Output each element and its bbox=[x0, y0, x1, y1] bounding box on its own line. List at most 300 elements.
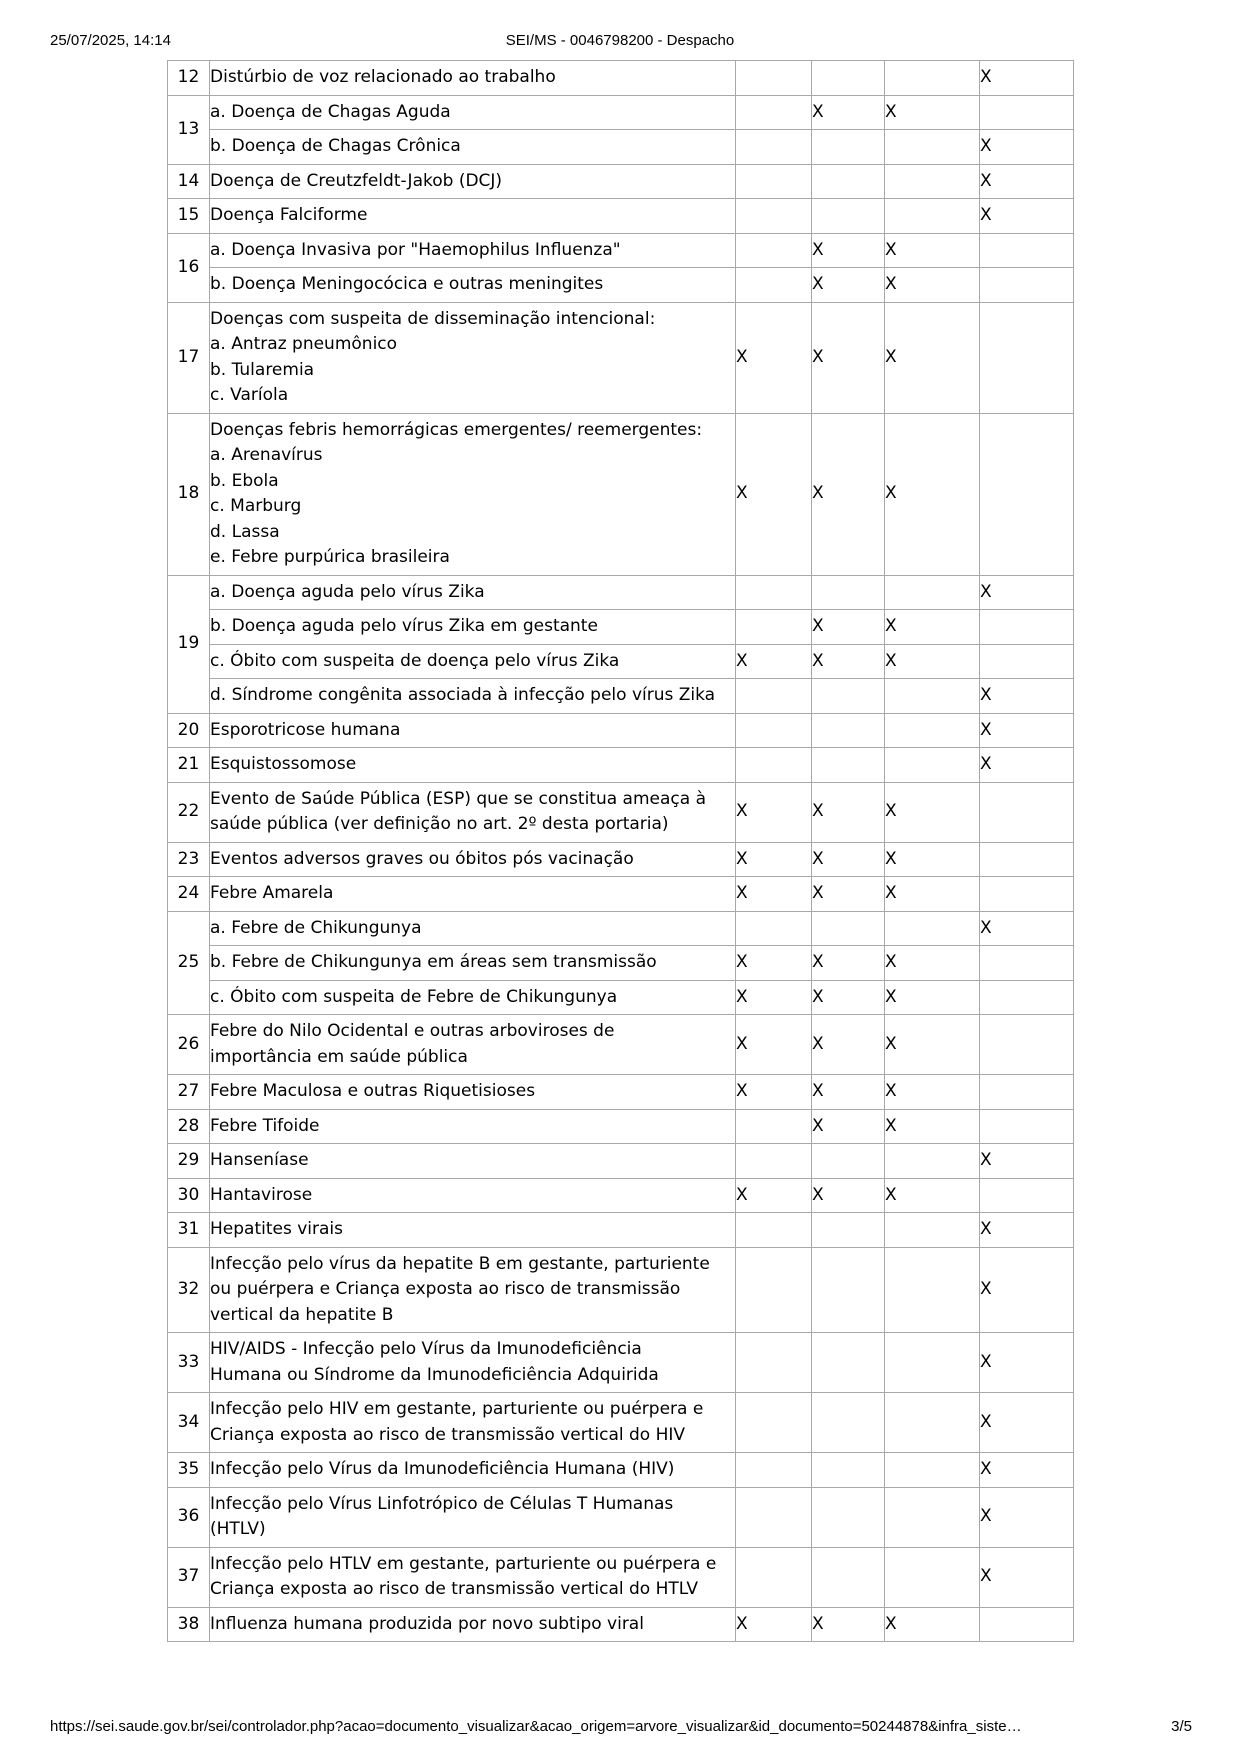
mark-cell bbox=[980, 268, 1074, 303]
condition-text: a. Antraz pneumônico bbox=[210, 334, 398, 354]
row-number: 36 bbox=[168, 1487, 210, 1547]
mark-cell bbox=[885, 610, 980, 645]
mark-cell bbox=[885, 1393, 980, 1453]
table-row bbox=[168, 1487, 1074, 1547]
condition-text: HIV/AIDS - Infecção pelo Vírus da Imunodeficiência bbox=[210, 1339, 642, 1359]
mark-cell bbox=[980, 946, 1074, 981]
mark-cell bbox=[885, 164, 980, 199]
mark-x: X bbox=[885, 801, 897, 822]
condition-text: Infecção pelo Vírus da Imunodeficiência Humana (HIV) bbox=[210, 1459, 675, 1479]
mark-x: X bbox=[980, 1506, 992, 1527]
mark-cell bbox=[812, 911, 885, 946]
mark-cell bbox=[736, 1247, 812, 1333]
mark-cell bbox=[736, 748, 812, 783]
table-row bbox=[168, 713, 1074, 748]
table-row bbox=[168, 946, 1074, 981]
mark-cell bbox=[736, 713, 812, 748]
mark-x: X bbox=[812, 1033, 824, 1054]
mark-x: X bbox=[980, 1411, 992, 1432]
condition-cell bbox=[210, 1015, 736, 1075]
mark-x: X bbox=[980, 1150, 992, 1170]
mark-x: X bbox=[812, 650, 824, 671]
mark-x: X bbox=[736, 650, 748, 671]
condition-cell bbox=[210, 1607, 736, 1642]
row-number: 26 bbox=[168, 1015, 210, 1075]
mark-cell bbox=[980, 610, 1074, 645]
mark-x: X bbox=[885, 883, 897, 903]
row-number: 13 bbox=[168, 95, 210, 164]
mark-cell bbox=[980, 877, 1074, 912]
mark-cell bbox=[736, 1547, 812, 1607]
condition-text: Infecção pelo Vírus Linfotrópico de Células T Humanas bbox=[210, 1493, 674, 1514]
mark-cell bbox=[980, 1015, 1074, 1075]
row-number: 31 bbox=[168, 1213, 210, 1248]
mark-x: X bbox=[885, 346, 897, 367]
table-row bbox=[168, 748, 1074, 783]
mark-cell bbox=[885, 1144, 980, 1179]
row-number: 23 bbox=[168, 842, 210, 877]
mark-cell bbox=[885, 233, 980, 268]
mark-cell bbox=[812, 1213, 885, 1248]
mark-cell bbox=[980, 1453, 1074, 1488]
mark-cell bbox=[812, 980, 885, 1015]
mark-cell bbox=[736, 413, 812, 575]
mark-cell bbox=[736, 1178, 812, 1213]
table-row bbox=[168, 575, 1074, 610]
row-number: 27 bbox=[168, 1075, 210, 1110]
mark-x: X bbox=[812, 883, 824, 903]
row-number: 33 bbox=[168, 1333, 210, 1393]
mark-cell bbox=[980, 842, 1074, 877]
mark-cell bbox=[812, 130, 885, 165]
mark-x: X bbox=[812, 616, 824, 636]
condition-text: Infecção pelo vírus da hepatite B em gestante, parturiente bbox=[210, 1253, 710, 1274]
mark-cell bbox=[980, 302, 1074, 413]
mark-cell bbox=[736, 233, 812, 268]
mark-cell bbox=[980, 130, 1074, 165]
mark-cell bbox=[885, 1607, 980, 1642]
mark-cell bbox=[885, 679, 980, 714]
table-row bbox=[168, 1178, 1074, 1213]
condition-cell bbox=[210, 302, 736, 413]
mark-x: X bbox=[885, 101, 897, 122]
mark-x: X bbox=[980, 1459, 992, 1479]
mark-x: X bbox=[885, 1115, 897, 1136]
mark-x: X bbox=[980, 170, 992, 191]
row-number: 18 bbox=[168, 413, 210, 575]
table-row bbox=[168, 1015, 1074, 1075]
mark-cell bbox=[980, 748, 1074, 783]
condition-text: Hanseníase bbox=[210, 1150, 309, 1170]
mark-cell bbox=[885, 575, 980, 610]
condition-cell bbox=[210, 1109, 736, 1144]
mark-cell bbox=[736, 61, 812, 96]
condition-cell bbox=[210, 61, 736, 96]
mark-x: X bbox=[812, 346, 824, 367]
condition-text: Esquistossomose bbox=[210, 754, 357, 774]
condition-cell bbox=[210, 268, 736, 303]
mark-cell bbox=[812, 1178, 885, 1213]
mark-x: X bbox=[812, 274, 824, 294]
mark-x: X bbox=[980, 685, 992, 705]
condition-cell bbox=[210, 842, 736, 877]
table-row bbox=[168, 1607, 1074, 1642]
condition-cell bbox=[210, 782, 736, 842]
mark-x: X bbox=[980, 1279, 992, 1299]
condition-cell bbox=[210, 130, 736, 165]
mark-cell bbox=[885, 1109, 980, 1144]
condition-cell bbox=[210, 748, 736, 783]
condition-text: Hantavirose bbox=[210, 1184, 313, 1205]
condition-cell bbox=[210, 644, 736, 679]
condition-text: c. Óbito com suspeita de doença pelo vírus Zika bbox=[210, 650, 620, 671]
mark-cell bbox=[812, 877, 885, 912]
mark-cell bbox=[980, 1213, 1074, 1248]
condition-text: Criança exposta ao risco de transmissão vertical do HIV bbox=[210, 1424, 686, 1445]
mark-cell bbox=[885, 61, 980, 96]
mark-cell bbox=[736, 199, 812, 234]
condition-text: Doença Falciforme bbox=[210, 205, 368, 225]
mark-cell bbox=[812, 842, 885, 877]
mark-x: X bbox=[885, 952, 897, 972]
mark-cell bbox=[736, 1015, 812, 1075]
row-number: 19 bbox=[168, 575, 210, 713]
condition-cell bbox=[210, 233, 736, 268]
table-row bbox=[168, 610, 1074, 645]
mark-cell bbox=[980, 1547, 1074, 1607]
mark-x: X bbox=[812, 1081, 824, 1101]
row-number: 28 bbox=[168, 1109, 210, 1144]
mark-x: X bbox=[885, 1033, 897, 1054]
mark-cell bbox=[812, 1333, 885, 1393]
mark-x: X bbox=[736, 483, 748, 504]
mark-cell bbox=[736, 877, 812, 912]
mark-cell bbox=[812, 713, 885, 748]
condition-text: b. Ebola bbox=[210, 470, 279, 491]
condition-cell bbox=[210, 1453, 736, 1488]
condition-cell bbox=[210, 1144, 736, 1179]
condition-text: a. Febre de Chikungunya bbox=[210, 917, 422, 938]
condition-text: Febre do Nilo Ocidental e outras arboviroses de bbox=[210, 1021, 615, 1041]
condition-cell bbox=[210, 1547, 736, 1607]
mark-cell bbox=[736, 1607, 812, 1642]
page-url: https://sei.saude.gov.br/sei/controlador.php?acao=documento_visualizar&acao_origem=arvore_visualizar&id_documento=50244878&infra_siste… bbox=[50, 1718, 1022, 1735]
mark-cell bbox=[736, 980, 812, 1015]
mark-cell bbox=[885, 1547, 980, 1607]
mark-cell bbox=[885, 95, 980, 130]
mark-cell bbox=[980, 980, 1074, 1015]
mark-x: X bbox=[812, 1115, 824, 1136]
mark-cell bbox=[885, 1453, 980, 1488]
mark-x: X bbox=[980, 1351, 992, 1372]
row-number: 32 bbox=[168, 1247, 210, 1333]
condition-text: b. Doença aguda pelo vírus Zika em gestante bbox=[210, 616, 598, 636]
condition-cell bbox=[210, 1178, 736, 1213]
mark-x: X bbox=[885, 274, 897, 294]
condition-text: a. Doença de Chagas Aguda bbox=[210, 101, 451, 122]
row-number: 35 bbox=[168, 1453, 210, 1488]
mark-x: X bbox=[980, 67, 992, 87]
condition-text: Esporotricose humana bbox=[210, 719, 401, 740]
mark-cell bbox=[812, 1607, 885, 1642]
mark-cell bbox=[812, 782, 885, 842]
table-row bbox=[168, 413, 1074, 575]
condition-text: Eventos adversos graves ou óbitos pós vacinação bbox=[210, 848, 634, 869]
table-row bbox=[168, 679, 1074, 714]
mark-cell bbox=[980, 1075, 1074, 1110]
mark-cell bbox=[980, 575, 1074, 610]
mark-cell bbox=[885, 1247, 980, 1333]
condition-cell bbox=[210, 95, 736, 130]
mark-cell bbox=[980, 199, 1074, 234]
condition-text: Influenza humana produzida por novo subtipo viral bbox=[210, 1613, 644, 1634]
condition-cell bbox=[210, 1333, 736, 1393]
mark-cell bbox=[812, 413, 885, 575]
condition-cell bbox=[210, 164, 736, 199]
mark-cell bbox=[980, 1333, 1074, 1393]
condition-text: d. Lassa bbox=[210, 521, 280, 542]
mark-cell bbox=[736, 679, 812, 714]
condition-text: c. Varíola bbox=[210, 385, 289, 405]
mark-x: X bbox=[980, 136, 992, 156]
mark-cell bbox=[736, 575, 812, 610]
mark-x: X bbox=[885, 483, 897, 504]
mark-cell bbox=[812, 1487, 885, 1547]
mark-cell bbox=[812, 1144, 885, 1179]
mark-x: X bbox=[812, 1613, 824, 1634]
notification-table-body bbox=[168, 61, 1074, 1642]
mark-cell bbox=[736, 1075, 812, 1110]
mark-x: X bbox=[885, 1081, 897, 1101]
mark-cell bbox=[980, 644, 1074, 679]
mark-x: X bbox=[885, 1613, 897, 1634]
condition-text: vertical da hepatite B bbox=[210, 1304, 394, 1325]
row-number: 37 bbox=[168, 1547, 210, 1607]
mark-cell bbox=[812, 268, 885, 303]
mark-cell bbox=[736, 911, 812, 946]
condition-cell bbox=[210, 1213, 736, 1248]
table-row bbox=[168, 1547, 1074, 1607]
mark-x: X bbox=[885, 616, 897, 636]
row-number: 30 bbox=[168, 1178, 210, 1213]
table-row bbox=[168, 199, 1074, 234]
table-row bbox=[168, 233, 1074, 268]
mark-x: X bbox=[736, 801, 748, 822]
table-row bbox=[168, 164, 1074, 199]
print-datetime: 25/07/2025, 14:14 bbox=[50, 32, 171, 49]
mark-x: X bbox=[812, 483, 824, 504]
table-row bbox=[168, 1144, 1074, 1179]
condition-text: b. Doença Meningocócica e outras meningites bbox=[210, 274, 604, 294]
mark-cell bbox=[885, 199, 980, 234]
mark-cell bbox=[885, 1213, 980, 1248]
document-title: SEI/MS - 0046798200 - Despacho bbox=[505, 32, 735, 49]
mark-x: X bbox=[812, 801, 824, 822]
table-row bbox=[168, 1213, 1074, 1248]
mark-cell bbox=[736, 1453, 812, 1488]
mark-cell bbox=[885, 842, 980, 877]
mark-x: X bbox=[885, 239, 897, 260]
mark-cell bbox=[980, 164, 1074, 199]
mark-cell bbox=[812, 95, 885, 130]
condition-text: ou puérpera e Criança exposta ao risco de transmissão bbox=[210, 1279, 681, 1299]
condition-text: Febre Tifoide bbox=[210, 1115, 320, 1136]
mark-cell bbox=[736, 1144, 812, 1179]
mark-cell bbox=[736, 644, 812, 679]
mark-cell bbox=[812, 1393, 885, 1453]
mark-cell bbox=[980, 413, 1074, 575]
mark-cell bbox=[812, 1075, 885, 1110]
table-row bbox=[168, 1333, 1074, 1393]
table-row bbox=[168, 877, 1074, 912]
mark-cell bbox=[885, 413, 980, 575]
mark-cell bbox=[812, 1015, 885, 1075]
condition-cell bbox=[210, 911, 736, 946]
row-number: 29 bbox=[168, 1144, 210, 1179]
mark-cell bbox=[812, 679, 885, 714]
table-row bbox=[168, 644, 1074, 679]
table-row bbox=[168, 95, 1074, 130]
condition-text: Febre Amarela bbox=[210, 883, 334, 903]
condition-text: e. Febre purpúrica brasileira bbox=[210, 547, 450, 567]
mark-x: X bbox=[736, 1613, 748, 1634]
mark-x: X bbox=[980, 581, 992, 602]
condition-text: Doenças febris hemorrágicas emergentes/ reemergentes: bbox=[210, 419, 703, 440]
mark-cell bbox=[736, 130, 812, 165]
mark-cell bbox=[885, 1487, 980, 1547]
page-number: 3/5 bbox=[1171, 1718, 1192, 1735]
mark-x: X bbox=[980, 917, 992, 938]
condition-cell bbox=[210, 1393, 736, 1453]
row-number: 22 bbox=[168, 782, 210, 842]
mark-cell bbox=[736, 782, 812, 842]
mark-cell bbox=[980, 1487, 1074, 1547]
mark-cell bbox=[885, 877, 980, 912]
mark-cell bbox=[812, 233, 885, 268]
mark-cell bbox=[812, 1453, 885, 1488]
row-number: 34 bbox=[168, 1393, 210, 1453]
mark-cell bbox=[885, 1015, 980, 1075]
mark-x: X bbox=[885, 848, 897, 869]
mark-cell bbox=[980, 233, 1074, 268]
condition-text: a. Doença Invasiva por "Haemophilus Influenza" bbox=[210, 239, 621, 260]
condition-cell bbox=[210, 877, 736, 912]
condition-text: b. Doença de Chagas Crônica bbox=[210, 136, 461, 156]
mark-x: X bbox=[980, 205, 992, 225]
mark-x: X bbox=[736, 848, 748, 869]
mark-cell bbox=[980, 1109, 1074, 1144]
mark-cell bbox=[736, 95, 812, 130]
mark-x: X bbox=[812, 101, 824, 122]
mark-x: X bbox=[812, 239, 824, 260]
mark-x: X bbox=[980, 719, 992, 740]
mark-cell bbox=[980, 61, 1074, 96]
mark-cell bbox=[736, 946, 812, 981]
row-number: 15 bbox=[168, 199, 210, 234]
mark-cell bbox=[885, 748, 980, 783]
condition-text: a. Doença aguda pelo vírus Zika bbox=[210, 581, 485, 602]
mark-cell bbox=[980, 1393, 1074, 1453]
mark-cell bbox=[812, 302, 885, 413]
condition-text: Criança exposta ao risco de transmissão vertical do HTLV bbox=[210, 1579, 699, 1599]
row-number: 12 bbox=[168, 61, 210, 96]
mark-cell bbox=[980, 782, 1074, 842]
condition-cell bbox=[210, 946, 736, 981]
condition-text: Humana ou Síndrome da Imunodeficiência Adquirida bbox=[210, 1364, 659, 1385]
condition-cell bbox=[210, 199, 736, 234]
condition-text: Distúrbio de voz relacionado ao trabalho bbox=[210, 67, 556, 87]
mark-cell bbox=[736, 1487, 812, 1547]
mark-cell bbox=[812, 575, 885, 610]
condition-text: importância em saúde pública bbox=[210, 1046, 468, 1067]
condition-text: Doenças com suspeita de disseminação intencional: bbox=[210, 308, 656, 329]
mark-cell bbox=[980, 679, 1074, 714]
mark-cell bbox=[812, 1247, 885, 1333]
row-number: 24 bbox=[168, 877, 210, 912]
condition-text: a. Arenavírus bbox=[210, 445, 323, 465]
mark-cell bbox=[885, 782, 980, 842]
mark-cell bbox=[885, 1333, 980, 1393]
table-row bbox=[168, 1453, 1074, 1488]
mark-cell bbox=[885, 302, 980, 413]
mark-cell bbox=[812, 946, 885, 981]
condition-cell bbox=[210, 413, 736, 575]
mark-cell bbox=[885, 946, 980, 981]
mark-x: X bbox=[980, 754, 992, 774]
mark-cell bbox=[885, 713, 980, 748]
mark-x: X bbox=[736, 952, 748, 972]
row-number: 16 bbox=[168, 233, 210, 302]
mark-cell bbox=[980, 95, 1074, 130]
mark-cell bbox=[885, 1178, 980, 1213]
mark-cell bbox=[812, 1547, 885, 1607]
row-number: 14 bbox=[168, 164, 210, 199]
mark-cell bbox=[980, 1247, 1074, 1333]
mark-cell bbox=[980, 1178, 1074, 1213]
mark-x: X bbox=[885, 1184, 897, 1205]
table-row bbox=[168, 1393, 1074, 1453]
mark-cell bbox=[736, 1333, 812, 1393]
mark-x: X bbox=[980, 1566, 992, 1587]
mark-x: X bbox=[980, 1219, 992, 1239]
condition-text: Infecção pelo HIV em gestante, parturiente ou puérpera e bbox=[210, 1399, 704, 1419]
mark-cell bbox=[812, 61, 885, 96]
mark-cell bbox=[812, 199, 885, 234]
mark-x: X bbox=[736, 986, 748, 1007]
mark-cell bbox=[812, 1109, 885, 1144]
condition-text: (HTLV) bbox=[210, 1519, 266, 1539]
row-number: 21 bbox=[168, 748, 210, 783]
condition-text: Infecção pelo HTLV em gestante, parturiente ou puérpera e bbox=[210, 1553, 717, 1574]
mark-cell bbox=[980, 911, 1074, 946]
condition-text: b. Tularemia bbox=[210, 359, 315, 380]
condition-text: Hepatites virais bbox=[210, 1219, 343, 1239]
mark-cell bbox=[980, 1607, 1074, 1642]
mark-x: X bbox=[885, 650, 897, 671]
row-number: 25 bbox=[168, 911, 210, 1015]
mark-cell bbox=[885, 644, 980, 679]
mark-x: X bbox=[812, 848, 824, 869]
mark-cell bbox=[980, 1144, 1074, 1179]
mark-x: X bbox=[736, 346, 748, 367]
mark-x: X bbox=[812, 986, 824, 1007]
condition-cell bbox=[210, 980, 736, 1015]
mark-cell bbox=[885, 130, 980, 165]
table-row bbox=[168, 1247, 1074, 1333]
notification-table bbox=[167, 60, 1074, 1642]
mark-x: X bbox=[736, 1033, 748, 1054]
mark-cell bbox=[885, 980, 980, 1015]
